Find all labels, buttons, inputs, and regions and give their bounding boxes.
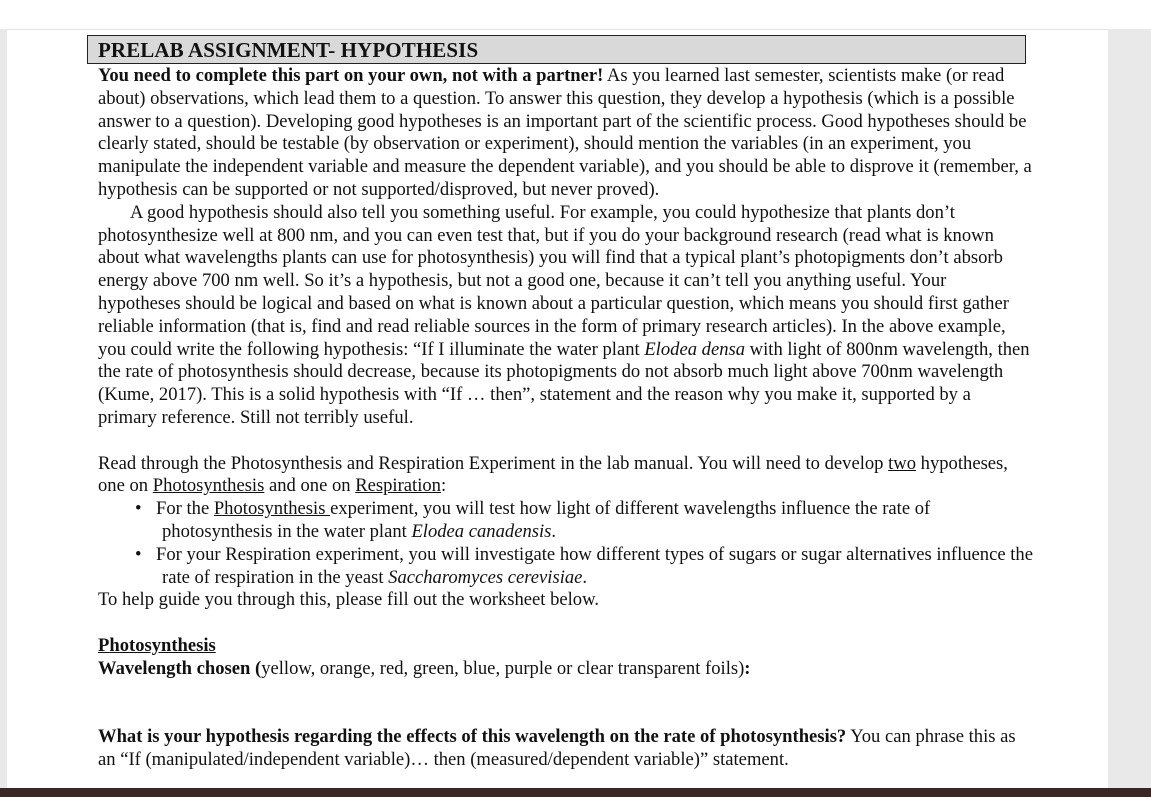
page-heading: PRELAB ASSIGNMENT- HYPOTHESIS [98, 38, 479, 62]
question-text: You can phrase this as an “If (manipulated/independent variable)… then (measured/dependent variable)” statement. [98, 726, 1016, 770]
paragraph-2-text-b: with light of 800nm wavelength, then the rate of photosynthesis should decrease, because its photopigments do not absorb much light above 700nm wavelength (Kume, 2017). This is a solid hypothesis with “If … then”, statement and the reason why you make it, supported by a primary reference. Still not terribly useful. [98, 338, 1030, 428]
wavelength-colon: : [744, 657, 751, 679]
bullet-1-text-b: experiment, you will test how light of different wavelengths influence the rate of photosynthesis in the water plant [162, 498, 931, 542]
guide-text: To help guide you through this, please fill out the worksheet below. [98, 589, 599, 611]
left-gutter [0, 29, 7, 788]
right-gutter [1108, 29, 1151, 788]
top-toolbar-strip [0, 0, 1151, 30]
read-text-a: Read through the Photosynthesis and Respiration Experiment in the lab manual. You will need to develop [98, 452, 889, 474]
blank-line [98, 703, 1033, 726]
bullet-2-end: . [582, 566, 588, 588]
bullet-2-text-a: For your Respiration experiment, you will investigate how different types of sugars or sugar alternatives influence the rate of respiration in the yeast [156, 543, 1033, 588]
read-through-paragraph [98, 453, 1033, 499]
read-text-d: : [440, 475, 447, 497]
underlined-respiration: Respiration [355, 475, 441, 497]
document-page [7, 30, 1108, 788]
species-elodea-canadensis: Elodea canadensis [411, 520, 552, 542]
blank-line [98, 681, 1033, 704]
hypothesis-question [98, 726, 1033, 772]
species-elodea-densa: Elodea densa [644, 338, 746, 360]
intro-bold-lead: You need to complete this part on your own, not with a partner! [98, 65, 604, 86]
heading-box [87, 35, 1026, 64]
bullet-1-underlined: Photosynthesis [213, 498, 331, 520]
blank-line [98, 612, 1033, 635]
species-saccharomyces: Saccharomyces cerevisiae [388, 566, 583, 588]
paragraph-2-text-a: A good hypothesis should also tell you something useful. For example, you could hypothesize that plants don’t photosynthesize well at 800 nm, and you can even test that, but if you do your background research (read what is known about what wavelengths plants can use for photosynthesis) you will find that a typical plant’s photopigments don’t absorb energy above 700 nm well. So it’s a hypothesis, but not a good one, because it can’t tell you anything useful. Your hypotheses should be logical and based on what is known about a particular question, which means you should first gather reliable information (that is, find and read reliable sources in the form of primary research articles). In the above example, you could write the following hypothesis: “If I illuminate the water plant [98, 201, 1009, 360]
bullet-photosynthesis [98, 498, 1033, 544]
blank-line [98, 430, 1033, 453]
bullet-1-end: . [551, 520, 557, 542]
wavelength-line [98, 658, 1033, 681]
read-text-c: and one on [264, 475, 356, 497]
bullet-dot-icon: • [135, 543, 142, 565]
underlined-two: two [888, 452, 917, 474]
bullet-list [98, 498, 1033, 589]
bottom-bar [0, 788, 1151, 797]
intro-paragraph [98, 65, 1033, 202]
section-title: Photosynthesis [98, 634, 216, 656]
bullet-respiration [98, 544, 1033, 590]
bullet-1-text-a: For the [156, 498, 214, 520]
bullet-dot-icon: • [135, 498, 142, 520]
underlined-photosynthesis: Photosynthesis [152, 475, 265, 497]
question-bold: What is your hypothesis regarding the effects of this wavelength on the rate of photosynthesis? [98, 726, 847, 748]
paragraph-2 [98, 202, 1033, 430]
intro-text: As you learned last semester, scientists make (or read about) observations, which lead them to a question. To answer this question, they develop a hypothesis (which is a possible answer to a question). Developing good hypotheses is an important part of the scientific process. Good hypotheses should be clearly stated, should be testable (by observation or experiment), should mention the variables (in an experiment, you manipulate the independent variable and measure the dependent variable), and you should be able to disprove it (remember, a hypothesis can be supported or not supported/disproved, but never proved). [98, 65, 1032, 200]
read-text-b: hypotheses, one on [98, 452, 1008, 497]
wavelength-options: yellow, orange, red, green, blue, purple or clear transparent foils) [261, 657, 745, 679]
section-title-paragraph [98, 635, 1033, 658]
wavelength-label: Wavelength chosen ( [98, 657, 262, 679]
document-body [98, 65, 1033, 772]
